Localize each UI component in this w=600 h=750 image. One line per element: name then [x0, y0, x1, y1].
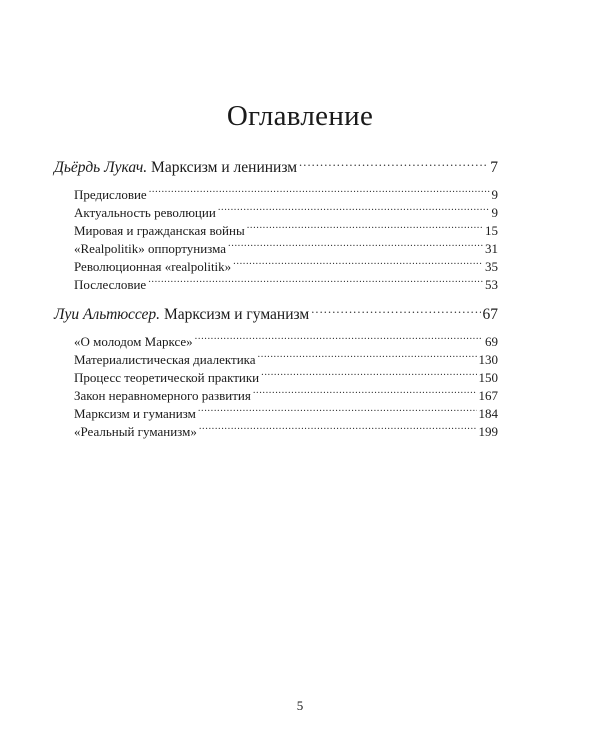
- toc-page-number: 69: [485, 334, 498, 349]
- page-title: Оглавление: [226, 100, 374, 132]
- dot-leader: [195, 333, 483, 346]
- toc-entry: [54, 186, 498, 204]
- toc-part-title: [54, 158, 297, 178]
- toc-page-number: 15: [485, 222, 498, 238]
- toc-work-title: Марксизм и гуманизм: [163, 306, 310, 323]
- toc-page-number: 67: [482, 306, 498, 323]
- toc-entry: [54, 387, 498, 405]
- dot-leader: [198, 405, 477, 418]
- toc-entry: [54, 369, 498, 387]
- dot-leader: [148, 276, 483, 289]
- table-of-contents: [54, 156, 498, 441]
- toc-entry: [54, 240, 498, 258]
- toc-page-number: 184: [478, 406, 498, 421]
- toc-entry-label: Мировая и гражданская войны: [74, 222, 245, 238]
- dot-leader: [233, 258, 483, 271]
- toc-entry-label: Послесловие: [74, 276, 147, 292]
- dot-leader: [247, 222, 483, 235]
- toc-page-number: 150: [478, 370, 498, 385]
- toc-entry-label: Актуальность революции: [74, 204, 216, 220]
- toc-entry: [54, 333, 498, 351]
- toc-author: Луи Альтюссер.: [54, 306, 161, 323]
- dot-leader: [261, 369, 476, 382]
- dot-leader: [299, 156, 488, 172]
- toc-entry-label: Предисловие: [74, 186, 147, 202]
- toc-page-number: 35: [485, 258, 498, 274]
- toc-page-number: 9: [491, 204, 498, 220]
- toc-page-number: 7: [490, 158, 498, 176]
- dot-leader: [253, 387, 477, 400]
- toc-page-number: 31: [485, 240, 498, 256]
- dot-leader: [311, 304, 480, 320]
- toc-part-heading: [54, 156, 498, 178]
- toc-part-lukacs: [54, 156, 498, 294]
- toc-page-number: 130: [478, 352, 498, 367]
- toc-entry: [54, 204, 498, 222]
- toc-entry-label: Процесс теоретической практики: [74, 370, 260, 385]
- toc-page-number: 199: [478, 424, 498, 439]
- toc-work-title: Марксизм и ленинизм: [151, 158, 298, 176]
- toc-entry: [54, 258, 498, 276]
- dot-leader: [199, 423, 477, 436]
- toc-entry-label: «Realpolitik» оппортунизма: [74, 240, 227, 256]
- toc-part-title: [54, 305, 309, 325]
- toc-entry-label: «О молодом Марксе»: [74, 334, 193, 349]
- toc-entry: [54, 351, 498, 369]
- dot-leader: [258, 351, 477, 364]
- toc-part-heading: [54, 304, 498, 326]
- toc-part-althusser: [54, 304, 498, 442]
- toc-entry-label: Материалистическая диалектика: [74, 352, 256, 367]
- toc-page-number: 53: [485, 276, 498, 292]
- page-number: 5: [296, 698, 304, 713]
- toc-entry: [54, 405, 498, 423]
- toc-entry-label: Закон неравномерного развития: [74, 388, 251, 403]
- dot-leader: [228, 240, 483, 253]
- toc-entry-label: Революционная «realpolitik»: [74, 258, 232, 274]
- toc-page-number: 9: [491, 186, 498, 202]
- toc-entry-label: Марксизм и гуманизм: [74, 406, 196, 421]
- dot-leader: [218, 204, 490, 217]
- toc-page-number: 167: [478, 388, 498, 403]
- dot-leader: [149, 186, 490, 199]
- toc-author: Дьёрдь Лукач.: [54, 158, 148, 176]
- toc-entry: [54, 222, 498, 240]
- toc-entry: [54, 423, 498, 441]
- toc-entry: [54, 276, 498, 294]
- toc-entry-label: «Реальный гуманизм»: [74, 424, 197, 439]
